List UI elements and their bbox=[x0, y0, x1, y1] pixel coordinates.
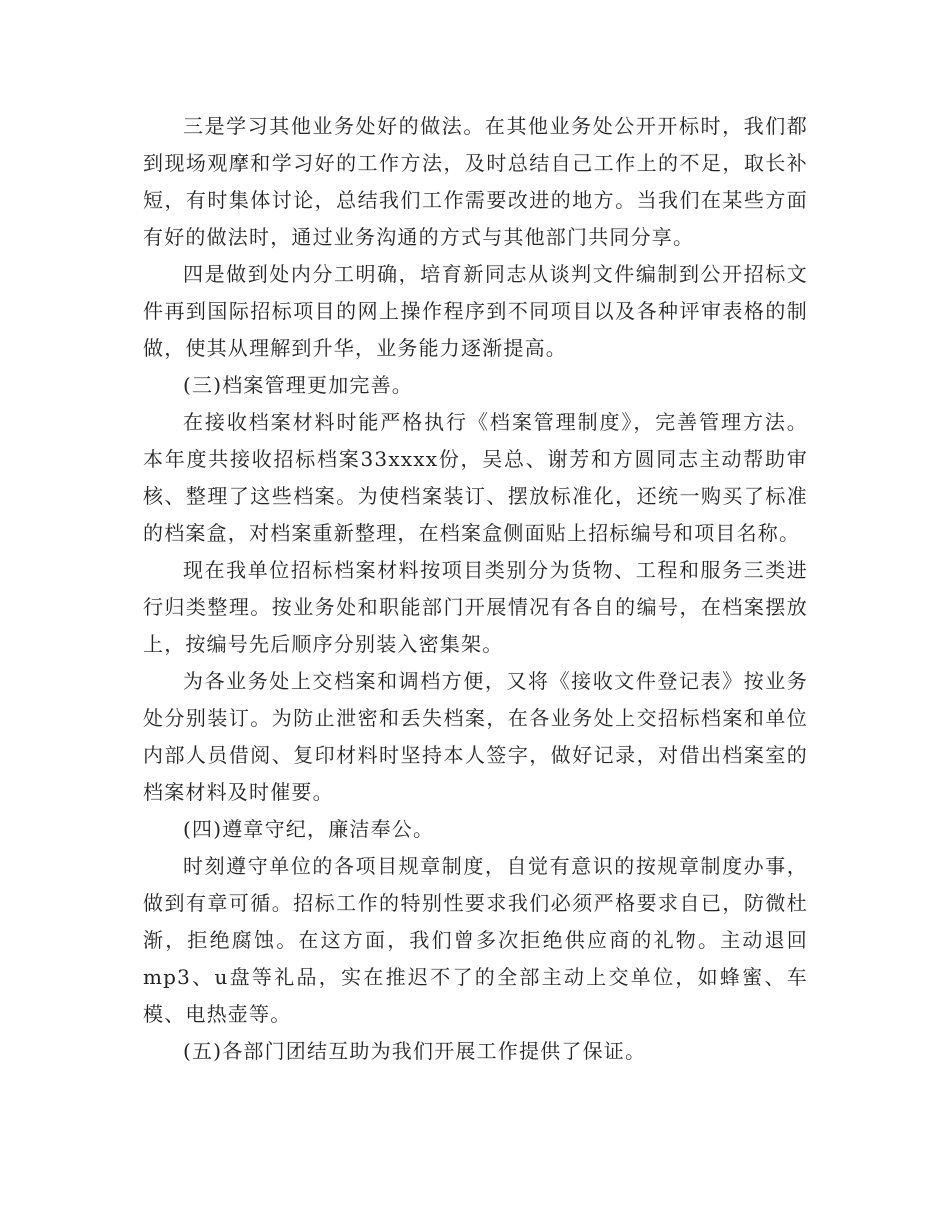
paragraph-division-of-labor: 四是做到处内分工明确，培育新同志从谈判文件编制到公开招标文件再到国际招标项目的网上操作程序到不同项目以及各种评审表格的制做，使其从理解到升华，业务能力逐渐提高。 bbox=[143, 262, 808, 360]
section-heading-archives: (三)档案管理更加完善。 bbox=[183, 373, 414, 397]
paragraph-discipline-details: 时刻遵守单位的各项目规章制度，自觉有意识的按规章制度办事，做到有章可循。招标工作的特别性要求我们必须严格要求自已，防微杜渐，拒绝腐蚀。在这方面，我们曾多次拒绝供应商的礼物。主动退回mp3、u盘等礼品，实在推迟不了的全部主动上交单位，如蜂蜜、车模、电热壶等。 bbox=[143, 854, 808, 1026]
paragraph-archive-binding: 为各业务处上交档案和调档方便，又将《接收文件登记表》按业务处分别装订。为防止泄密和丢失档案，在各业务处上交招标档案和单位内部人员借阅、复印材料时坚持本人签字，做好记录，对借出档案室的档案材料及时催要。 bbox=[143, 669, 808, 804]
paragraph-learn-practices: 三是学习其他业务处好的做法。在其他业务处公开开标时，我们都到现场观摩和学习好的工作方法，及时总结自己工作上的不足，取长补短，有时集体讨论，总结我们工作需要改进的地方。当我们在某些方面有好的做法时，通过业务沟通的方式与其他部门共同分享。 bbox=[143, 114, 808, 249]
paragraph-archive-receipt: 在接收档案材料时能严格执行《档案管理制度》，完善管理方法。本年度共接收招标档案33xxxx份，吴总、谢芳和方圆同志主动帮助审核、整理了这些档案。为使档案装订、摆放标准化，还统一购买了标准的档案盒，对档案重新整理，在档案盒侧面贴上招标编号和项目名称。 bbox=[143, 410, 808, 545]
paragraph-archive-classification: 现在我单位招标档案材料按项目类别分为货物、工程和服务三类进行归类整理。按业务处和职能部门开展情况有各自的编号，在档案摆放上，按编号先后顺序分别装入密集架。 bbox=[143, 558, 808, 656]
document-body bbox=[143, 108, 808, 1070]
section-heading-discipline: (四)遵章守纪，廉洁奉公。 bbox=[183, 817, 435, 841]
section-heading-teamwork: (五)各部门团结互助为我们开展工作提供了保证。 bbox=[183, 1039, 647, 1063]
